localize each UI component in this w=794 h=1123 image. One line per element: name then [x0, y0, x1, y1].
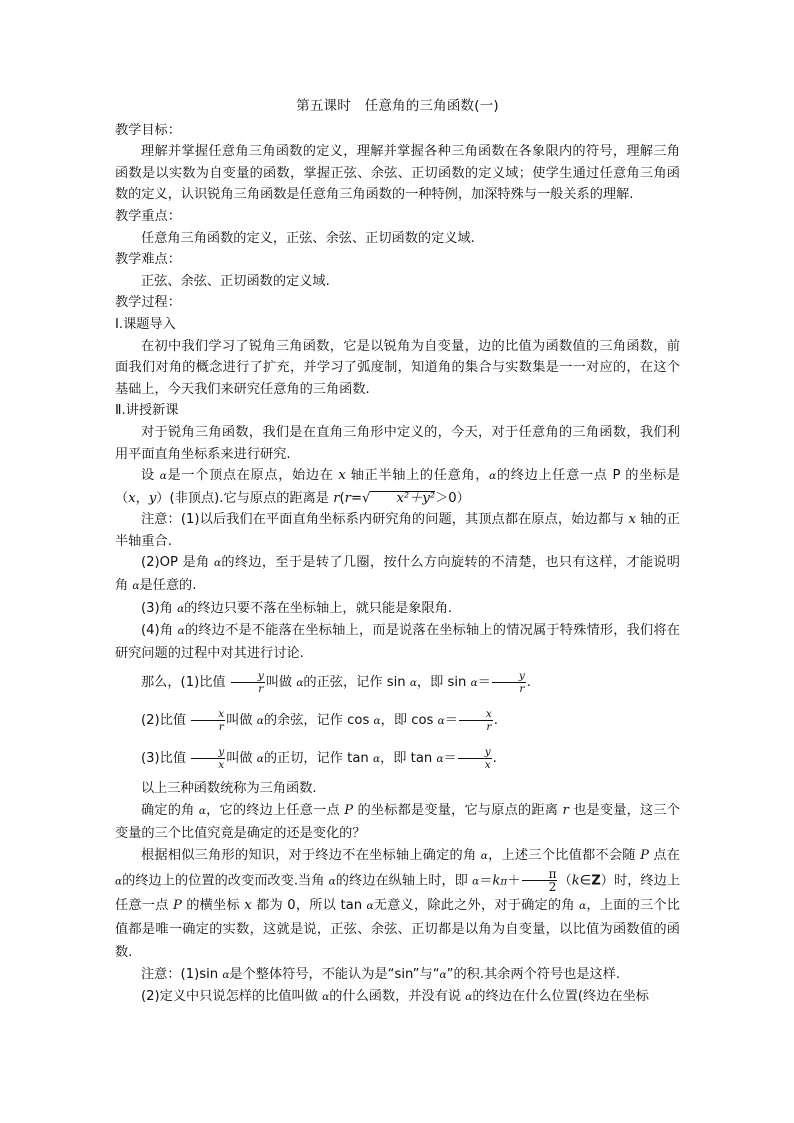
- new-lesson-p1: 对于锐角三角函数，我们是在直角三角形中定义的，今天，对于任意角的三角函数，我们利用平面直角坐标系来进行研究.: [115, 424, 680, 462]
- fraction-x-over-r: $\frac{x}{r}$: [459, 708, 493, 733]
- key-points-body: 任意角三角函数的定义，正弦、余弦、正切函数的定义域.: [141, 230, 475, 246]
- cosine-definition: (2)比值 $\frac{x}{r}$ 叫做 α的余弦，记作 cos α，即 cos α＝ $\frac{x}{r}$ .: [141, 707, 498, 733]
- fraction-y-over-r: $\frac{y}{r}$: [231, 670, 265, 695]
- sine-definition: 那么，(1)比值 $\frac{y}{r}$ 叫做 α的正弦，记作 sin α，即 sin α＝ $\frac{y}{r}$ .: [141, 669, 531, 695]
- fraction-x-over-r: $\frac{x}{r}$: [191, 708, 225, 733]
- fraction-y-over-x: $\frac{y}{x}$: [458, 746, 492, 771]
- question-paragraph: 确定的角 α，它的终边上任意一点 P 的坐标都是变量，它与原点的距离 r 也是变量，这三个变量的三个比值究竟是确定的还是变化的？: [115, 803, 680, 841]
- answer-paragraph: 根据相似三角形的知识，对于终边不在坐标轴上确定的角 α，上述三个比值都不会随 P 点在 α的终边上的位置的改变而改变.当角 α的终边在纵轴上时，即 α＝kπ＋ $\frac{\pi}{2}$ （k∈Z）时，终边上任意一点 P 的横坐标 x 都为 0，所以 tan α无意义，除此之外，对于确定的角 α，上面的三个比值都是唯一确定的实数，这就是说，正弦、余弦、正切都是以角为自变量，以比值为函数值的函数.: [115, 848, 681, 960]
- difficulties-heading: 教学难点：: [115, 252, 181, 268]
- process-heading: 教学过程：: [115, 295, 181, 311]
- note-2: (2)OP 是角 α的终边，至于是转了几圈，按什么方向旋转的不清楚，也只有这样，才能说明角 α是任意的.: [115, 555, 680, 594]
- note2-2: (2)定义中只说怎样的比值叫做 α的什么函数，并没有说 α的终边在什么位置(终边在坐标: [141, 989, 649, 1005]
- objectives-body: 理解并掌握任意角三角函数的定义，理解并掌握各种三角函数在各象限内的符号，理解三角函数是以实数为自变量的函数，掌握正弦、余弦、正切函数的定义域；使学生通过任意角三角函数的定义，认识锐角三角函数是任意角三角函数的一种特例，加深特殊与一般关系的理解.: [115, 144, 680, 203]
- tangent-definition: (3)比值 $\frac{y}{x}$ 叫做 α的正切，记作 tan α，即 tan α＝ $\frac{y}{x}$ .: [141, 745, 497, 771]
- difficulties-body: 正弦、余弦、正切函数的定义域.: [141, 273, 330, 289]
- key-points-heading: 教学重点：: [115, 208, 181, 224]
- summary-line: 以上三种函数统称为三角函数.: [141, 781, 317, 797]
- objectives-heading: 教学目标：: [115, 122, 181, 138]
- note-1: 注意：(1)以后我们在平面直角坐标系内研究角的问题，其顶点都在原点，始边都与 x 轴的正半轴重合.: [115, 512, 680, 549]
- note-3: (3)角 α的终边只要不落在坐标轴上，就只能是象限角.: [141, 600, 453, 616]
- new-lesson-heading: Ⅱ.讲授新课: [115, 403, 179, 419]
- document-page: [115, 96, 680, 1009]
- note-4: (4)角 α的终边不是不能落在坐标轴上，而是说落在坐标轴上的情况属于特殊情形，我们将在研究问题的过程中对其进行讨论.: [115, 623, 680, 661]
- note2-1: 注意：(1)sin α是个整体符号，不能认为是“sin”与“α”的积.其余两个符号也是这样.: [141, 966, 621, 982]
- radicand: x²＋y²: [370, 491, 435, 506]
- definition-setup-paragraph: 设 α是一个顶点在原点，始边在 x 轴正半轴上的任意角，α的终边上任意一点 P 的坐标是（x，y）(非顶点).它与原点的距离是 r(r=√ x²＋y²＞0）: [115, 468, 680, 506]
- fraction-y-over-x: $\frac{y}{x}$: [191, 746, 225, 771]
- fraction-y-over-r: $\frac{y}{r}$: [492, 670, 526, 695]
- intro-body: 在初中我们学习了锐角三角函数，它是以锐角为自变量，边的比值为函数值的三角函数，前面我们对角的概念进行了扩充，并学习了弧度制，知道角的集合与实数集是一一对应的，在这个基础上，今天我们来研究任意角的三角函数.: [115, 338, 680, 397]
- page-title: 第五课时 任意角的三角函数(一): [296, 98, 499, 114]
- sqrt-symbol: √: [362, 490, 371, 506]
- intro-heading: Ⅰ.课题导入: [115, 316, 176, 332]
- fraction-pi-over-2: $\frac{\pi}{2}$: [522, 868, 558, 893]
